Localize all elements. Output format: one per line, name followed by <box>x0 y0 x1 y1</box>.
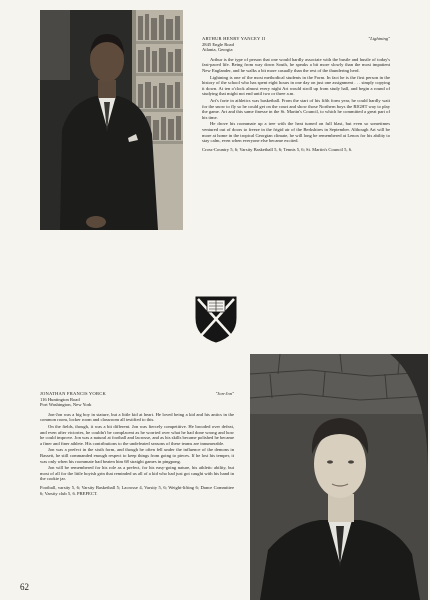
portrait-yancey-image <box>40 10 183 230</box>
bio-paragraph: Lightning is one of the most methodical students in the Form. In fact he is the first person in the history of the school who has spent eight hours in one day on just one assignment . . . simply copying it down. At ten o'clock almost every night Art would stroll up from study hall, and begin a round of studying that might not end until two or three a.m. <box>202 74 390 97</box>
student-nickname: "Lightning" <box>368 36 390 41</box>
bio-paragraph: Jon will be remembered for his role as a prefect, for his easy-going nature, his athletic ability, but most of all for the little boyish grin that reminded us all of a kid who had just got caught with his hand in the cookie jar. <box>40 465 234 482</box>
student-entry-yancey <box>202 36 390 152</box>
bio-paragraph: On the fields, though, it was a bit different. Jon was fiercely competitive. He brooded over defeat, and even after victories, he couldn't be complacent as he worried over what he had done wrong and how he could improve. Jon was a natural at football and lacrosse, and as his skills became polished he became a finer and finer athlete. His contributions to the undefeated seasons of these teams are innumerable. <box>40 423 234 446</box>
address-line: Atlanta, Georgia <box>202 47 233 53</box>
student-name: ARTHUR HENRY YANCEY II <box>202 36 266 41</box>
address-line: 116 Huntington Road <box>40 396 80 402</box>
bio-paragraph: Jon-Jon was a big boy in stature, but a little kid at heart. He loved being a kid and his antics in the common room, locker room and classroom all testified to this. <box>40 411 234 423</box>
student-nickname: "Jon-Jon" <box>215 391 234 396</box>
bio-paragraph: He drove his roommate up a tree with the heat turned on full blast, but even so sometimes ventured out of doors to freeze in the frigid air of the Berkshires in September. Although Art will be more at home in the tropical Georgian climate, he will long be remembered at Lenox for his ability to stay calm, even when everyone else became excited. <box>202 121 390 144</box>
school-crest-icon <box>193 294 239 344</box>
address-line: 2845 Engle Road <box>202 41 234 47</box>
activities-list: Football, varsity 5, 6; Varsity Basketball 5; Lacrosse 4, Varsity 5, 6; Weight-lifting 6; Dance Committee 6; Varsity club 5, 6. PREFECT. <box>40 484 234 496</box>
student-name: JONATHAN FRANCIS YORCK <box>40 391 106 396</box>
student-entry-yorck <box>40 391 234 496</box>
bio-paragraph: Arthur is the type of person that one would hardly associate with the bustle and hustle of today's fast-paced life. Being from way down South, he speaks a bit more slowly than the most impatient New Englander, and he walks a bit more casually than the rest of the thundering herd. <box>202 56 390 73</box>
page-number: 62 <box>20 582 29 592</box>
activities-list: Cross-Country 5, 6; Varsity Basketball 5, 6; Tennis 5, 6; St. Martin's Council 5, 6. <box>202 146 353 152</box>
portrait-yorck-image <box>250 354 428 600</box>
address-line: Port Washington, New York <box>40 402 92 408</box>
portrait-photo-yorck <box>250 354 428 600</box>
bio-paragraph: Jon was a prefect in the sixth form, and though he often fell under the influence of the demons in Bassett, he still commanded enough respect to keep things from going to pieces. If he lost his temper, it was only when his roommate had beaten him 68 straight games in pingpong. <box>40 447 234 464</box>
portrait-photo-yancey <box>40 10 183 230</box>
bio-paragraph: Art's forte in athletics was basketball. From the start of his fifth form year, he could hardly wait for the snow to fly so he could get on the court and show those Northern boys the RIGHT way to play the game. Art and this same finesse in the St. Martin's Council, to which he committed a great part of his time. <box>202 97 390 120</box>
